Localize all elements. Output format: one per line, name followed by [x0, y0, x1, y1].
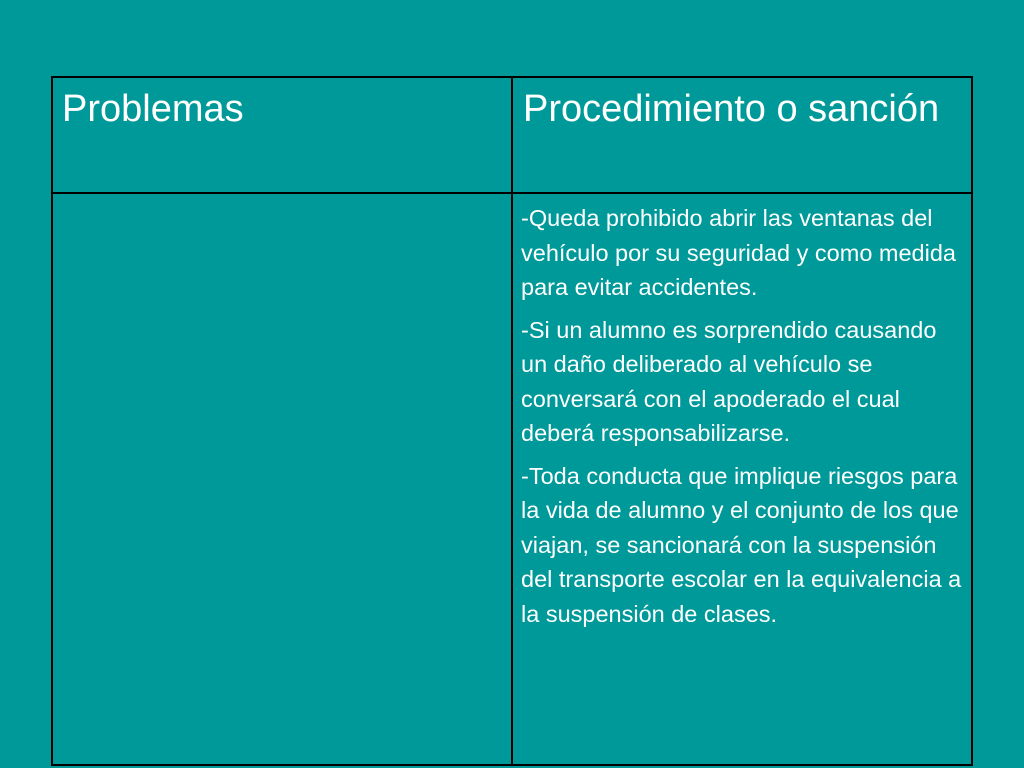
rule-vehicle-damage: -Si un alumno es sorprendido causando un daño deliberado al vehículo se conversará con el apoderado el cual deberá responsabilizarse.	[521, 316, 937, 446]
procedure-cell	[521, 201, 967, 639]
header-procedure: Procedimiento o sanción	[523, 88, 940, 130]
rule-windows: -Queda prohibido abrir las ventanas del vehículo por su seguridad y como medida para evitar accidentes.	[521, 205, 956, 300]
header-problems: Problemas	[62, 88, 244, 130]
problems-cell	[53, 194, 511, 764]
column-divider	[511, 76, 513, 766]
rule-risky-conduct: -Toda conducta que implique riesgos para la vida de alumno y el conjunto de los que viajan, se sancionará con la suspensión del transporte escolar en la equivalencia a la suspensión de clases.	[521, 462, 962, 627]
